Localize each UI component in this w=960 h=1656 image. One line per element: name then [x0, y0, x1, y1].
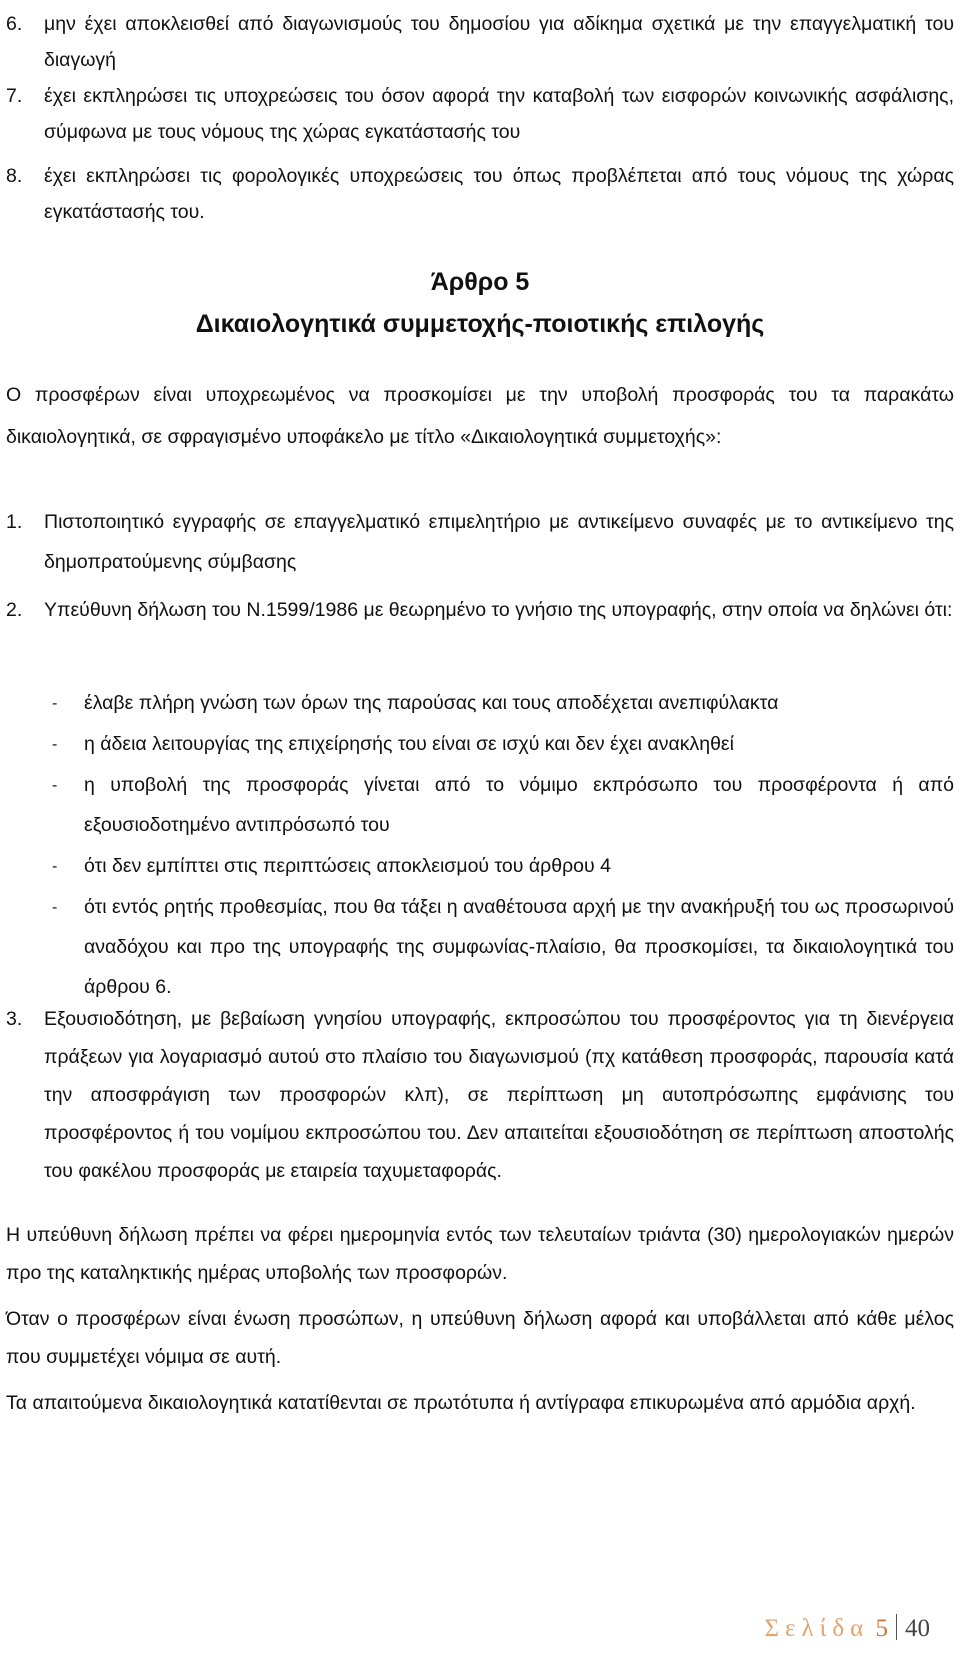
- intro-paragraph: Ο προσφέρων είναι υποχρεωμένος να προσκομίσει με την υποβολή προσφοράς του τα παρακάτω δικαιολογητικά, σε σφραγισμένο υποφάκελο με τίτλο «Δικαιολογητικά συμμετοχής»:: [6, 384, 954, 448]
- closing-paragraph: Τα απαιτούμενα δικαιολογητικά κατατίθενται σε πρωτότυπα ή αντίγραφα επικυρωμένα από αρμόδια αρχή.: [6, 1392, 916, 1414]
- list-item: [6, 158, 954, 230]
- page-footer: [764, 1614, 930, 1643]
- item-text: Υπεύθυνη δήλωση του Ν.1599/1986 με θεωρημένο το γνήσιο της υπογραφής, στην οποία να δηλώνει ότι:: [44, 599, 953, 621]
- bullet-item: [52, 847, 954, 887]
- bullet-item: [52, 725, 954, 765]
- item-number: 6.: [6, 13, 23, 35]
- item-number: 8.: [6, 165, 23, 187]
- list-item: [6, 502, 954, 582]
- list-item: [6, 1000, 954, 1190]
- list-item: [6, 590, 954, 630]
- item-number: 1.: [6, 511, 23, 533]
- bullet-text: έλαβε πλήρη γνώση των όρων της παρούσας και τους αποδέχεται ανεπιφύλακτα: [84, 692, 779, 714]
- item-number: 7.: [6, 85, 23, 107]
- item-text: Εξουσιοδότηση, με βεβαίωση γνησίου υπογραφής, εκπροσώπου του προσφέροντος για τη διενέργεια πράξεων για λογαριασμό αυτού στο πλαίσιο του διαγωνισμού (πχ κατάθεση προσφοράς, παρουσία κατά την αποσφράγιση των προσφορών κλπ), σε περίπτωση μη αυτοπρόσωπης εμφάνισης του προσφέροντος ή του νομίμου εκπροσώπου του. Δεν απαιτείται εξουσιοδότηση σε περίπτωση αποστολής του φακέλου προσφοράς με εταιρεία ταχυμεταφοράς.: [44, 1008, 954, 1182]
- bullet-list: [52, 684, 954, 1008]
- item-number: 3.: [6, 1008, 23, 1030]
- list-item: [6, 6, 954, 78]
- page-label: Σελίδα: [764, 1615, 870, 1642]
- item-text: Πιστοποιητικό εγγραφής σε επαγγελματικό επιμελητήριο με αντικείμενο συναφές με το αντικείμενο της δημοπρατούμενης σύμβασης: [44, 511, 954, 573]
- item-text: μην έχει αποκλεισθεί από διαγωνισμούς του δημοσίου για αδίκημα σχετικά με την επαγγελματική του διαγωγή: [44, 13, 954, 71]
- closing-paragraph: Όταν ο προσφέρων είναι ένωση προσώπων, η υπεύθυνη δήλωση αφορά και υποβάλλεται από κάθε μέλος που συμμετέχει νόμιμα σε αυτή.: [6, 1308, 954, 1368]
- total-pages: 40: [905, 1615, 930, 1642]
- item-number: 2.: [6, 599, 23, 621]
- bullet-item: [52, 684, 954, 724]
- article-title: Άρθρο 5: [430, 268, 530, 296]
- footer-divider: [896, 1614, 897, 1640]
- bullet-dash: -: [52, 777, 58, 794]
- bullet-text: ότι δεν εμπίπτει στις περιπτώσεις αποκλεισμού του άρθρου 4: [84, 855, 611, 877]
- article-subtitle: Δικαιολογητικά συμμετοχής-ποιοτικής επιλογής: [195, 310, 765, 338]
- bullet-dash: -: [52, 858, 58, 875]
- list-item: [6, 78, 954, 150]
- current-page-number: 5: [875, 1615, 888, 1642]
- bullet-dash: -: [52, 736, 58, 753]
- item-text: έχει εκπληρώσει τις φορολογικές υποχρεώσεις του όπως προβλέπεται από τους νόμους της χώρας εγκατάστασής του.: [44, 165, 954, 223]
- bullet-item: [52, 888, 954, 1008]
- bullet-text: ότι εντός ρητής προθεσμίας, που θα τάξει η αναθέτουσα αρχή με την ανακήρυξή του ως προσωρινού αναδόχου και προ της υπογραφής της συμφωνίας-πλαίσιο, θα προσκομίσει, τα δικαιολογητικά του άρθρου 6.: [84, 896, 954, 998]
- bullet-text: η άδεια λειτουργίας της επιχείρησής του είναι σε ισχύ και δεν έχει ανακληθεί: [84, 733, 734, 755]
- bullet-dash: -: [52, 899, 58, 916]
- bullet-dash: -: [52, 695, 58, 712]
- item-text: έχει εκπληρώσει τις υποχρεώσεις του όσον αφορά την καταβολή των εισφορών κοινωνικής ασφάλισης, σύμφωνα με τους νόμους της χώρας εγκατάστασής του: [44, 85, 954, 143]
- closing-paragraph: Η υπεύθυνη δήλωση πρέπει να φέρει ημερομηνία εντός των τελευταίων τριάντα (30) ημερολογιακών ημερών προ της καταληκτικής ημέρας υποβολής των προσφορών.: [6, 1224, 954, 1284]
- bullet-text: η υποβολή της προσφοράς γίνεται από το νόμιμο εκπρόσωπο του προσφέροντα ή από εξουσιοδοτημένο αντιπρόσωπό του: [84, 774, 954, 836]
- bullet-item: [52, 766, 954, 846]
